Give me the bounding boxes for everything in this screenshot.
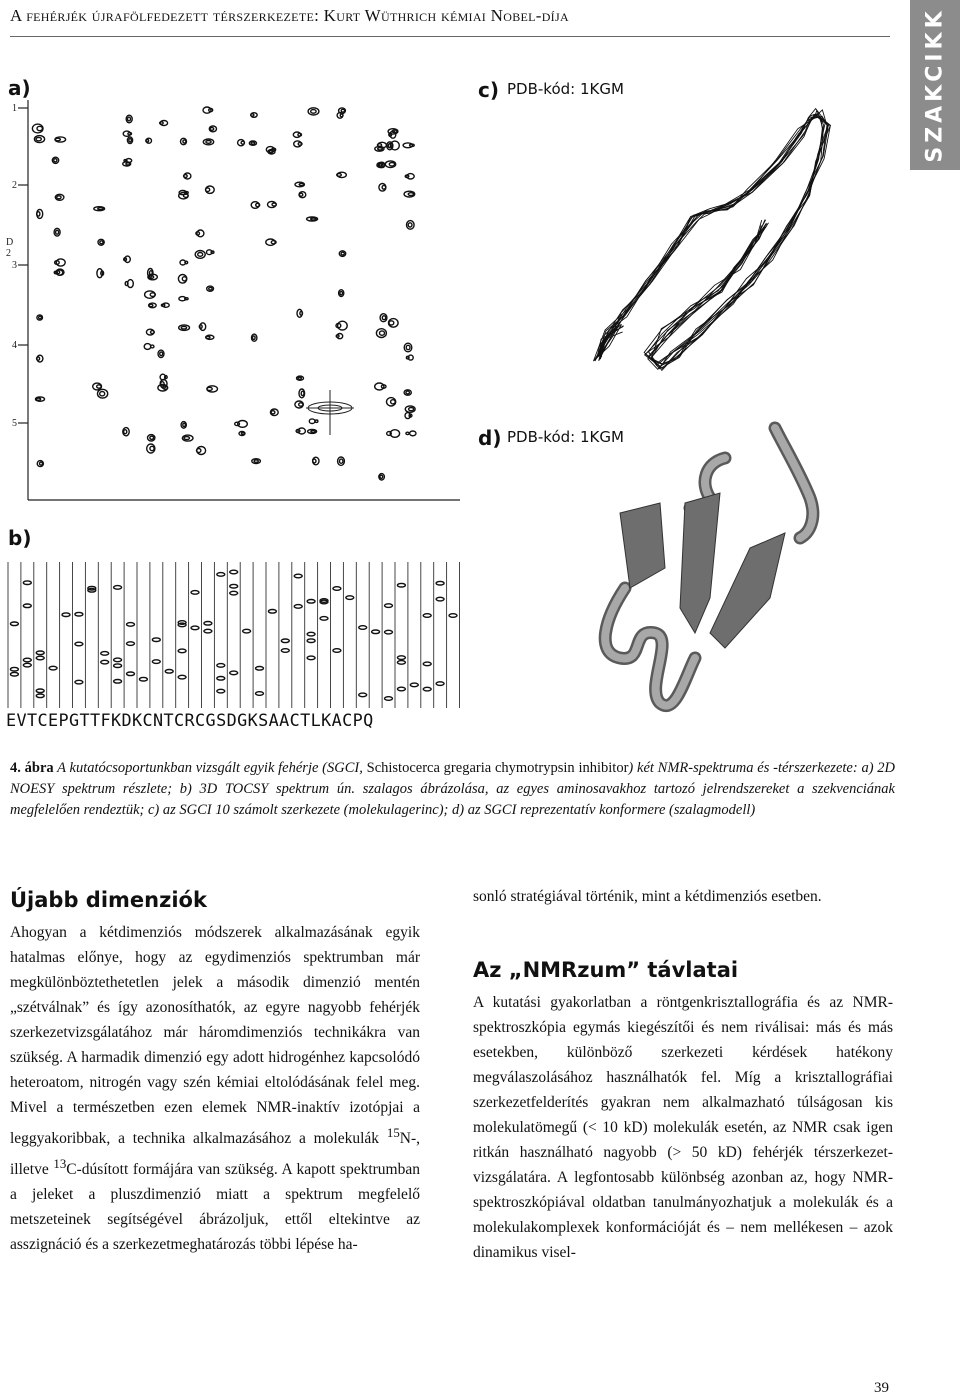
noesy-peak [184, 175, 188, 178]
noesy-peak [196, 232, 200, 235]
left-body-text-1: Ahogyan a kétdimenziós módszerek alkalmazásának egyik hatalmas előnye, hogy az egydimenziós spektrumban már megkülönböztethetetlen jelek a második dimenzió mentén „szétválnak” és így azonosíthatók, az egyre nagyobb fehérjék szerkezetvizsgálatához már háromdimenziós technikákra van szükség. A harmadik dimenzió egy adott hidrogénhez kapcsolódó heteroatom, nitrogén vagy szén kémiai eltolódásának felel meg. Mivel a természetben ezen elemek NMR-inaktív izotópjai a leggyakoribbak, a technika alkalmazásához a molekulák [10, 924, 420, 1148]
tocsy-peak [256, 667, 264, 671]
tocsy-peak [204, 629, 212, 633]
noesy-peak [207, 387, 212, 390]
tocsy-peak [385, 697, 393, 701]
axis-tick-d2: 2 [6, 248, 11, 259]
panel-a-label: a) [8, 76, 31, 100]
noesy-peak [251, 114, 254, 116]
tocsy-peak [178, 675, 186, 679]
tocsy-peak [436, 581, 444, 585]
tocsy-peak [294, 605, 302, 609]
tocsy-peak [385, 604, 393, 608]
tocsy-peak [217, 689, 225, 693]
tocsy-peak [204, 622, 212, 626]
tocsy-peak [36, 689, 44, 693]
noesy-peak [272, 203, 276, 206]
tocsy-peak [268, 610, 276, 614]
tocsy-peak [217, 677, 225, 681]
noesy-peak [150, 446, 154, 450]
tocsy-peak [101, 660, 109, 664]
section-tab [910, 0, 960, 170]
noesy-peak [298, 142, 302, 145]
noesy-peak [37, 212, 40, 216]
noesy-peak [206, 188, 210, 192]
noesy-peak [146, 140, 149, 142]
tocsy-peak [256, 692, 264, 696]
noesy-peak [340, 459, 343, 463]
noesy-peak [198, 253, 203, 257]
noesy-peak [184, 437, 189, 440]
tocsy-peak [10, 672, 18, 676]
tocsy-peak [359, 693, 367, 697]
axis-tick-1: 1 [12, 103, 17, 114]
tocsy-peak [36, 656, 44, 660]
tocsy-peak [62, 613, 70, 617]
noesy-peak [311, 218, 316, 220]
right-column-continuation: sonló stratégiával történik, mint a kétdimenziós esetben. [473, 888, 822, 905]
tocsy-peak [436, 597, 444, 601]
tocsy-peak [23, 658, 31, 662]
noesy-peak [375, 383, 384, 390]
noesy-peak [406, 345, 410, 349]
noesy-peak [149, 304, 153, 306]
noesy-peak [251, 142, 255, 144]
figure-caption [10, 758, 895, 821]
tocsy-peak [114, 664, 122, 668]
tocsy-peak [75, 612, 83, 616]
panel-d-pdb-code: PDB-kód: 1KGM [507, 428, 624, 446]
noesy-peak [308, 108, 319, 115]
noesy-peak [100, 392, 105, 396]
section-tab-label: SZAKCIKK [922, 7, 948, 163]
beta-strand-1 [620, 503, 665, 588]
panel-b-label: b) [8, 526, 32, 550]
backbone-trace [595, 113, 823, 366]
noesy-peak [124, 430, 127, 434]
noesy-peak [313, 459, 316, 463]
panel-d-label: d) [478, 426, 502, 450]
noesy-peak [298, 377, 301, 379]
tocsy-peak [333, 649, 341, 653]
noesy-peak [341, 109, 344, 112]
noesy-peak [206, 336, 210, 338]
caption-species: Schistocerca gregaria chymotrypsin inhibitor [366, 760, 629, 776]
tocsy-peak [281, 649, 289, 653]
tocsy-peak [114, 586, 122, 590]
tocsy-peak [436, 682, 444, 686]
noesy-peak [299, 183, 304, 185]
caption-number: 4. ábra [10, 760, 54, 776]
noesy-peak [338, 321, 348, 330]
tocsy-peak [191, 626, 199, 630]
tocsy-peak [10, 622, 18, 626]
noesy-peak [183, 140, 186, 143]
noesy-peak [271, 411, 275, 414]
noesy-peak [382, 316, 385, 320]
structure-ensemble [580, 98, 880, 428]
page-number: 39 [874, 1380, 889, 1396]
noesy-peak [144, 344, 151, 350]
axis-tick-d: D [6, 237, 14, 248]
noesy-peak [406, 391, 410, 394]
tocsy-peak [230, 591, 238, 595]
tocsy-peak [114, 658, 122, 662]
noesy-peak [380, 164, 383, 167]
left-body-text-3: C-dúsított formájára van szükség. A kapott spektrumban a jeleket a pluszdimenzió miatt a spektrum megfelelő metszeteinek segítségével ábrázoljuk, ettől eltekintve az asszignáció és a szerkezetmeghatározás többi lépése ha- [10, 1161, 420, 1254]
noesy-peak [125, 282, 128, 286]
noesy-peak [182, 277, 186, 281]
tocsy-peak [114, 680, 122, 684]
backbone-trace [595, 109, 828, 365]
noesy-peak [242, 433, 245, 435]
running-header: A fehérjék újrafölfedezett térszerkezete: Kurt Wüthrich kémiai Nobel-díja [10, 6, 569, 25]
noesy-peak [37, 357, 40, 360]
noesy-peak [298, 428, 305, 434]
noesy-peak [337, 174, 342, 177]
tocsy-peak [397, 656, 405, 660]
noesy-peak [301, 391, 304, 395]
backbone-trace [599, 114, 831, 368]
tocsy-peak [397, 687, 405, 691]
noesy-peak [56, 230, 59, 234]
noesy-peak [199, 325, 202, 329]
tocsy-peak [333, 587, 341, 591]
noesy-peak [97, 385, 101, 388]
noesy-peak [181, 326, 186, 329]
tocsy-peak [307, 639, 315, 643]
noesy-peak [380, 475, 383, 478]
noesy-peak [129, 139, 132, 142]
noesy-peak [56, 259, 65, 266]
noesy-peak [300, 311, 303, 315]
noesy-peak [150, 271, 153, 275]
tocsy-peak [49, 666, 57, 670]
noesy-peak [97, 269, 103, 278]
tocsy-peak [101, 652, 109, 656]
tocsy-peak [75, 642, 83, 646]
noesy-peak [39, 316, 42, 319]
section-heading-nmrzum: Az „NMRzum” távlatai [473, 958, 739, 982]
tocsy-peak [423, 614, 431, 618]
backbone-trace [599, 110, 828, 371]
tocsy-peak [230, 584, 238, 588]
tocsy-peak [75, 680, 83, 684]
noesy-peak [195, 251, 205, 259]
noesy-peak [406, 432, 409, 434]
noesy-peak [341, 252, 344, 255]
noesy-peak [311, 110, 316, 114]
axis-tick-3: 3 [12, 260, 17, 271]
tocsy-peak [410, 683, 418, 687]
beta-strand-2 [680, 493, 720, 633]
tocsy-peak [397, 661, 405, 665]
noesy-peak [160, 352, 163, 356]
tocsy-peak [230, 570, 238, 574]
noesy-peak [128, 117, 131, 121]
noesy-peak [253, 336, 256, 340]
noesy-peak [315, 420, 318, 422]
tocsy-peak [23, 663, 31, 667]
noesy-peak [185, 261, 188, 264]
noesy-peak [391, 400, 396, 404]
tocsy-peak [423, 687, 431, 691]
noesy-peak [380, 331, 385, 335]
tocsy-peak [346, 596, 354, 600]
tocsy-peak [152, 660, 160, 664]
tocsy-peak [281, 639, 289, 643]
tocsy-peak [178, 649, 186, 653]
tocsy-peak [449, 614, 457, 618]
tocsy-peak [217, 573, 225, 577]
noesy-peak [254, 460, 258, 462]
tocsy-peak [359, 626, 367, 630]
tocsy-peak [307, 600, 315, 604]
noesy-peak [340, 291, 343, 294]
noesy-peak [36, 137, 41, 140]
tocsy-peak [152, 638, 160, 642]
axis-tick-2: 2 [12, 180, 17, 191]
tocsy-peak [320, 617, 328, 621]
tocsy-peak [307, 656, 315, 660]
axis-tick-4: 4 [12, 340, 17, 351]
panel-c-pdb-code: PDB-kód: 1KGM [507, 80, 624, 98]
noesy-peak [150, 436, 154, 439]
tocsy-peak [23, 581, 31, 585]
backbone-trace [597, 117, 829, 365]
noesy-peak [256, 203, 260, 206]
tocsy-peak [385, 630, 393, 634]
right-column-body: A kutatási gyakorlatban a röntgenkrisztallográfia és az NMR-spektroszkópia egymás kiegészítői és nem riválisai: más és más esetekben, különböző szerkezeti kérdések hatékony megválaszolásához használhatók fel. Míg a krisztallográfiai szerkezetfelderítés gyakran nem alkalmazható túlságosan kis molekulatömegű (< 10 kD) molekulák esetén, az NMR csak igen ritkán használható nagyobb (> 50 kD) fehérjék térszerkezet-vizsgálatára. A legfontosabb különbség azonban az, hogy NMR-spektroszkópiával oldatban tanulmányozhatjuk a molekulák és a molekulakomplexek konformációját és – nem mellékesen – azok dinamikus visel- [473, 994, 893, 1261]
noesy-peak [389, 321, 394, 325]
noesy-peak [151, 345, 154, 348]
backbone-trace [598, 117, 823, 368]
noesy-peak [36, 398, 40, 400]
tocsy-peak [23, 604, 31, 608]
noesy-peak [299, 193, 302, 196]
noesy-spectrum [0, 90, 470, 515]
amino-acid-sequence: EVTCEPGTTFKDKCNTCRCGSDGKSAACTLKACPQ [6, 710, 374, 730]
noesy-peak [98, 208, 103, 210]
ribbon-model [585, 418, 850, 723]
tocsy-peak [36, 694, 44, 698]
noesy-peak [336, 323, 341, 327]
isotope-13: 13 [53, 1156, 67, 1172]
noesy-peak [377, 144, 381, 147]
noesy-peak [408, 193, 413, 196]
noesy-peak [298, 133, 302, 136]
tocsy-strips [0, 560, 470, 710]
section-heading-new-dimensions: Újabb dimenziók [10, 888, 207, 912]
noesy-peak [57, 196, 61, 199]
noesy-peak [40, 462, 43, 465]
left-body-text-2: N-, illetve [10, 1130, 420, 1179]
tocsy-peak [139, 677, 147, 681]
caption-text-2: ) két NMR-spektruma és -térszerkezete: a) 2D NOESY spektrum részlete; b) 3D TOCSY spektrum ún. szalagos ábrázolása, az egyes aminosavakhoz tartozó jelrendszereket a szekvenciának megfelelően rendeztük; c) az SGCI 10 számolt szerkezete (molekulagerinc); d) az SGCI reprezentatív konformere (szalagmodell) [10, 760, 896, 818]
tocsy-peak [307, 632, 315, 636]
panel-c-label: c) [478, 78, 499, 102]
tocsy-peak [294, 574, 302, 578]
noesy-peak [160, 122, 164, 124]
tocsy-peak [127, 672, 135, 676]
noesy-peak [200, 323, 206, 331]
tocsy-peak [230, 671, 238, 675]
tocsy-peak [217, 664, 225, 668]
noesy-peak [54, 159, 57, 162]
left-column-body [10, 920, 420, 1257]
noesy-peak [37, 126, 42, 130]
noesy-peak [387, 432, 392, 436]
noesy-peak [241, 141, 244, 144]
noesy-peak [206, 141, 211, 144]
noesy-diagonal-multiplet [306, 390, 354, 435]
noesy-peak [382, 185, 386, 189]
noesy-peak [209, 287, 212, 290]
axis-tick-5: 5 [12, 418, 17, 429]
backbone-trace [600, 114, 830, 364]
tocsy-peak [165, 670, 173, 674]
noesy-peak [299, 403, 303, 406]
beta-strand-3 [710, 533, 785, 648]
tocsy-peak [243, 629, 251, 633]
noesy-peak [55, 138, 60, 141]
tocsy-peak [397, 583, 405, 587]
caption-text-1: A kutatócsoportunkban vizsgált egyik fehérje (SGCI, [53, 760, 367, 776]
isotope-15: 15 [386, 1125, 400, 1140]
noesy-peak [408, 223, 412, 227]
noesy-peak [311, 430, 315, 432]
tocsy-peak [191, 591, 199, 595]
noesy-peak [388, 144, 391, 148]
tocsy-peak [10, 667, 18, 671]
noesy-peak [210, 128, 214, 131]
noesy-peak [410, 431, 416, 436]
tocsy-peak [127, 642, 135, 646]
noesy-peak [309, 419, 315, 424]
noesy-peak [340, 114, 343, 117]
tocsy-peak [423, 662, 431, 666]
tocsy-peak [127, 623, 135, 627]
noesy-peak [151, 331, 155, 334]
noesy-peak [184, 194, 189, 197]
tocsy-peak [36, 651, 44, 655]
noesy-peak [197, 449, 201, 453]
noesy-peak [389, 163, 394, 166]
backbone-trace [602, 116, 825, 369]
header-rule [10, 36, 890, 37]
tocsy-peak [372, 630, 380, 634]
noesy-peak [183, 423, 186, 426]
backbone-trace [594, 115, 828, 369]
noesy-peak [409, 408, 414, 411]
noesy-peak [100, 241, 103, 244]
